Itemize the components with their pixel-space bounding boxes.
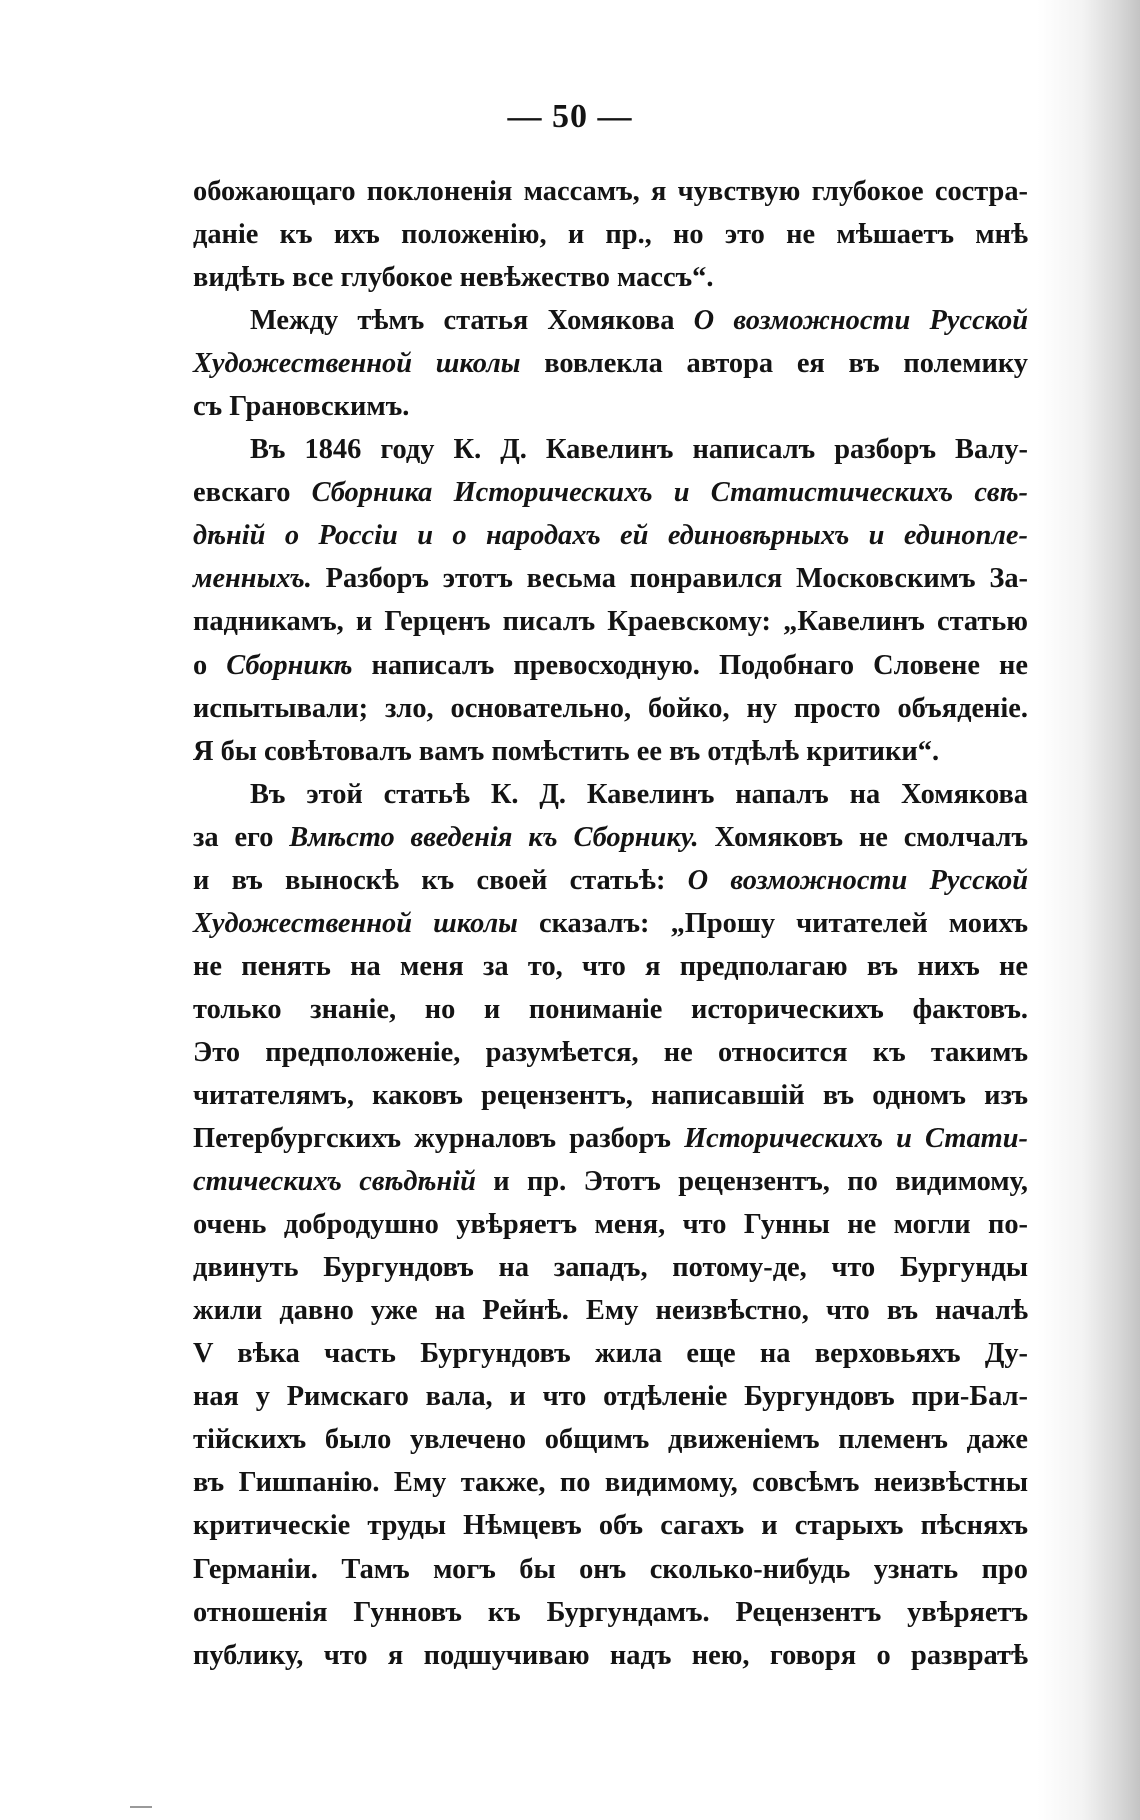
- text-run: и пр. Этотъ рецензентъ, по видимому,: [475, 1166, 1029, 1198]
- italic-title: О возможности Русской: [693, 305, 1028, 337]
- text-run: Хомяковъ не смолчалъ: [698, 821, 1028, 853]
- text-line: [193, 557, 1028, 600]
- italic-title: Сборника Историческихъ и Статистическихъ свѣ-: [311, 477, 1028, 509]
- text-run: за его: [193, 821, 290, 853]
- italic-title: О возможности Русской: [687, 864, 1028, 896]
- text-line: въ Гишпанію. Ему также, по видимому, совсѣмъ неизвѣстны: [193, 1467, 1028, 1499]
- text-line: [193, 342, 1028, 385]
- text-line: двинуть Бургундовъ на западъ, потому-де, что Бургунды: [193, 1252, 1028, 1284]
- text-run: сказалъ: „Прошу читателей моихъ: [517, 907, 1028, 939]
- italic-title: стическихъ свѣдѣній: [193, 1166, 476, 1198]
- text-line: [193, 299, 1028, 342]
- italic-title: Вмѣсто введенія къ Сборнику.: [289, 821, 699, 853]
- text-line: V вѣка часть Бургундовъ жила еще на верховьяхъ Ду-: [193, 1338, 1028, 1370]
- text-line: читателямъ, каковъ рецензентъ, написавшій въ одномъ изъ: [193, 1079, 1028, 1111]
- text-run: написалъ превосходную. Подобнаго Словене не: [352, 649, 1028, 681]
- text-line: обожающаго поклоненія массамъ, я чувствую глубокое состра-: [193, 176, 1028, 207]
- text-line: [193, 471, 1028, 514]
- text-line: Германіи. Тамъ могъ бы онъ сколько-нибудь узнать про: [193, 1553, 1028, 1585]
- text-run: вовлекла автора ея въ полемику: [520, 348, 1028, 380]
- text-line: ная у Римскаго вала, и что отдѣленіе Бургундовъ при-Бал-: [193, 1381, 1028, 1413]
- italic-title: менныхъ.: [193, 563, 312, 595]
- text-run: евскаго: [193, 477, 312, 509]
- text-run: Между тѣмъ статья Хомякова: [250, 305, 694, 337]
- page-number: — 50 —: [507, 98, 633, 135]
- text-run: Петербургскихъ журналовъ разборъ: [193, 1123, 685, 1155]
- italic-title: Историческихъ и Стати-: [684, 1123, 1029, 1155]
- text-line: [193, 514, 1028, 557]
- text-line: падникамъ, и Герценъ писалъ Краевскому: „Кавелинъ статью: [193, 606, 1028, 638]
- italic-title: Сборникѣ: [226, 649, 353, 681]
- text-line: только знаніе, но и пониманіе историческихъ фактовъ.: [193, 993, 1028, 1025]
- italic-title: Художественной школы: [193, 907, 518, 939]
- text-line: [193, 816, 1028, 859]
- text-line: съ Грановскимъ.: [193, 391, 410, 423]
- text-line: Въ этой статьѣ К. Д. Кавелинъ напалъ на Хомякова: [250, 778, 1028, 810]
- text-line: публику, что я подшучиваю надъ нею, говоря о развратѣ: [193, 1639, 1028, 1671]
- italic-title: Художественной школы: [193, 348, 521, 380]
- text-line: [193, 859, 1028, 902]
- text-line: отношенія Гунновъ къ Бургундамъ. Рецензентъ увѣряетъ: [193, 1596, 1028, 1628]
- body-text: [193, 170, 1028, 1677]
- text-line: критическіе труды Нѣмцевъ объ сагахъ и старыхъ пѣсняхъ: [193, 1510, 1028, 1542]
- italic-title: дѣній о Россіи и о народахъ ей единовѣрныхъ и единопле-: [193, 520, 1028, 552]
- text-line: Я бы совѣтовалъ вамъ помѣстить ее въ отдѣлѣ критики“.: [193, 735, 940, 767]
- text-line: даніе къ ихъ положенію, и пр., но это не мѣшаетъ мнѣ: [193, 219, 1028, 251]
- text-run: Разборъ этотъ весьма понравился Московскимъ За-: [311, 563, 1028, 595]
- text-line: испытывали; зло, основательно, бойко, ну просто объяденіе.: [193, 692, 1028, 724]
- text-line: Въ 1846 году К. Д. Кавелинъ написалъ разборъ Валу-: [250, 434, 1028, 466]
- text-line: Это предположеніе, разумѣется, не относится къ такимъ: [193, 1036, 1028, 1068]
- text-line: видѣть все глубокое невѣжество массъ“.: [193, 262, 714, 294]
- text-line: не пенять на меня за то, что я предполагаю въ нихъ не: [193, 950, 1028, 982]
- text-line: [193, 1160, 1028, 1203]
- text-line: тійскихъ было увлечено общимъ движеніемъ племенъ даже: [193, 1424, 1028, 1456]
- scan-artifact-mark: [130, 1806, 152, 1808]
- text-line: [193, 902, 1028, 945]
- text-line: [193, 1117, 1028, 1160]
- text-run: и въ выноскѣ къ своей статьѣ:: [193, 864, 688, 896]
- text-line: жили давно уже на Рейнѣ. Ему неизвѣстно, что въ началѣ: [193, 1295, 1028, 1327]
- text-run: о: [193, 649, 227, 681]
- text-line: [193, 644, 1028, 687]
- text-line: очень добродушно увѣряетъ меня, что Гунны не могли по-: [193, 1209, 1028, 1241]
